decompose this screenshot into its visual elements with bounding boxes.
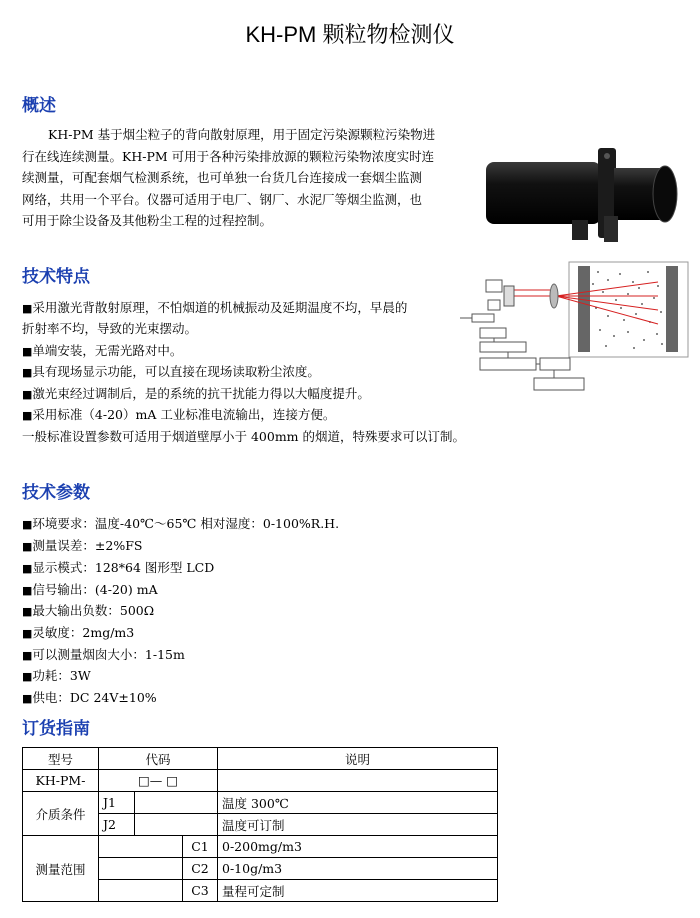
overview-line: 续测量，可配套烟气检测系统，也可单独一台货几台连接成一套烟尘监测: [22, 170, 423, 185]
param-item: ■ 供电：DC 24V±10%: [22, 688, 157, 706]
overview-line: 行在线连续测量。KH-PM 可用于各种污染排放源的颗粒污染物浓度实时连: [22, 148, 435, 164]
flue-wall-left: [578, 266, 590, 352]
features-heading: 技术特点: [22, 267, 90, 287]
overview-text: [22, 124, 462, 232]
feature-note: 一般标准设置参数可适用于烟道壁厚小于 400mm 的烟道，特殊要求可以订制。: [22, 429, 466, 444]
param-item: ■ 信号输出：(4-20) mA: [22, 580, 158, 598]
order-table: [22, 747, 498, 902]
param-item: ■ 灵敏度：2mg/m3: [22, 623, 134, 641]
code-cell: C2: [183, 858, 218, 880]
code-template-cell: □— □: [99, 770, 218, 792]
feature-item: ■ 激光束经过调制后，是的系统的抗干扰能力得以大幅度提升。: [22, 384, 370, 402]
table-row: [23, 836, 498, 858]
desc-cell: 温度 300℃: [218, 792, 498, 814]
param-item: ■ 功耗：3W: [22, 666, 91, 684]
param-item: ■ 环境要求：温度-40℃～65℃ 相对湿度：0-100%R.H.: [22, 514, 339, 532]
table-header-row: [23, 748, 498, 770]
desc-cell: 0-10g/m3: [218, 858, 498, 880]
order-heading: 订货指南: [22, 719, 90, 739]
header-code: 代码: [99, 748, 218, 770]
param-item: ■ 最大输出负数：500Ω: [22, 601, 154, 619]
page-title: KH-PM 颗粒物检测仪: [245, 22, 455, 47]
range-label: 测量范围: [23, 836, 99, 902]
overview-line: 网络，共用一个平台。仪器可适用于电厂、钢厂、水泥厂等烟尘监测，也: [22, 191, 423, 207]
model-cell: KH-PM-: [23, 770, 99, 792]
code-cell: C1: [183, 836, 218, 858]
desc-cell: 温度可订制: [218, 814, 498, 836]
feature-item: ■ 具有现场显示功能，可以直接在现场读取粉尘浓度。: [22, 362, 320, 380]
sensor-body: [486, 162, 601, 224]
overview-heading: 概述: [22, 96, 56, 116]
lens: [550, 284, 558, 308]
param-item: ■ 测量误差：±2%FS: [22, 536, 142, 554]
code-cell: J2: [99, 814, 135, 836]
overview-line: KH-PM 基于烟尘粒子的背向散射原理，用于固定污染源颗粒污染物进: [48, 127, 436, 142]
param-item: ■ 显示模式：128*64 图形型 LCD: [22, 558, 214, 576]
params-heading: 技术参数: [22, 483, 90, 503]
medium-label: 介质条件: [23, 792, 99, 836]
code-cell: C3: [183, 880, 218, 902]
desc-cell: 0-200mg/m3: [218, 836, 498, 858]
overview-line: 可用于除尘设备及其他粉尘工程的过程控制。: [22, 213, 273, 228]
feature-item: ■ 单端安装，无需光路对中。: [22, 341, 182, 359]
header-desc: 说明: [218, 748, 498, 770]
table-row: [23, 792, 498, 814]
param-item: ■ 可以测量烟囱大小：1-15m: [22, 645, 185, 663]
cable-connector: [572, 220, 588, 240]
header-model: 型号: [23, 748, 99, 770]
flue-wall-right: [666, 266, 678, 352]
product-photo: [484, 120, 689, 250]
feature-item-cont: 折射率不均，导致的光束摆动。: [22, 321, 198, 336]
code-cell: J1: [99, 792, 135, 814]
feature-item: ■ 采用激光背散射原理，不怕烟道的机械振动及延期温度不均，早晨的: [22, 298, 407, 316]
principle-diagram: [458, 260, 690, 395]
desc-cell: 量程可定制: [218, 880, 498, 902]
table-row: [23, 770, 498, 792]
feature-item: ■ 采用标准（4-20）mA 工业标准电流输出，连接方便。: [22, 405, 335, 423]
